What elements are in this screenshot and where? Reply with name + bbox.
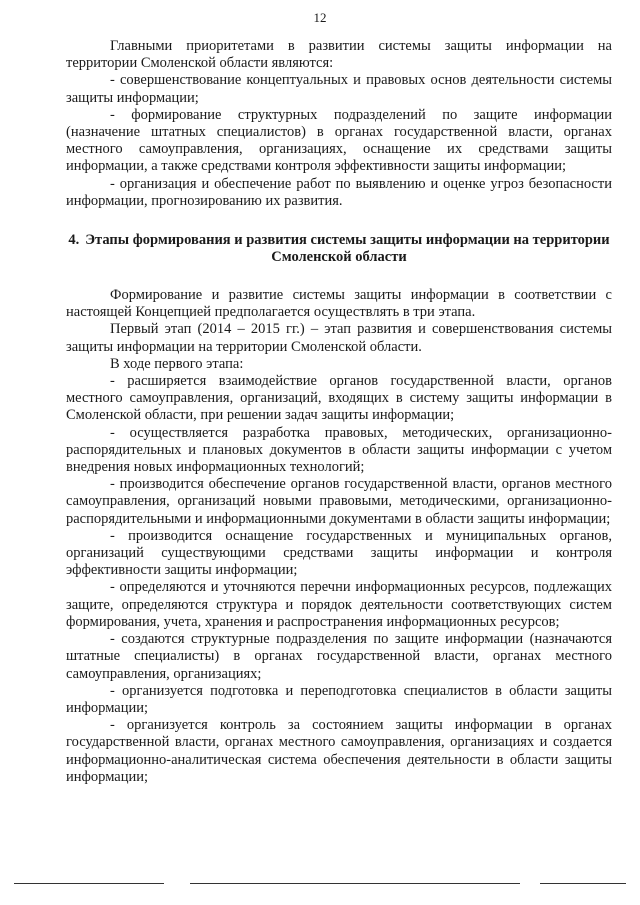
document-body: [66, 38, 612, 786]
list-item: - расширяется взаимодействие органов государственной власти, органов местного самоуправления, организаций, входящих в систему защиты информации в Смоленской области, при решении задач защиты информации;: [66, 373, 612, 424]
section-heading: [66, 232, 612, 266]
section-number: 4.: [68, 232, 80, 249]
list-item: - осуществляется разработка правовых, методических, организационно-распорядительных и плановых документов в области защиты информации с учетом внедрения новых информационных технологий;: [66, 424, 612, 476]
list-item: - организуется подготовка и переподготовка специалистов в области защиты информации;: [66, 682, 612, 716]
page-number: 12: [313, 10, 327, 25]
list-item: - организация и обеспечение работ по выявлению и оценке угроз безопасности информации, прогнозированию их развития.: [66, 175, 612, 209]
footer-rule-left: [14, 883, 164, 884]
paragraph: Первый этап (2014 – 2015 гг.) – этап развития и совершенствования системы защиты информации на территории Смоленской области.: [66, 321, 612, 355]
list-item: - совершенствование концептуальных и правовых основ деятельности системы защиты информации;: [66, 72, 612, 106]
list-item: - формирование структурных подразделений по защите информации (назначение штатных специалистов) в органах государственной власти, органах местного самоуправления, организациях, оснащение их средствами защиты информации, а также средствами контроля эффективности защиты информации;: [66, 106, 612, 175]
footer-rule-right: [540, 883, 626, 884]
list-item: - определяются и уточняются перечни информационных ресурсов, подлежащих защите, определяются структура и порядок деятельности соответствующих систем формирования, учета, хранения и распространения информационных ресурсов;: [66, 579, 612, 630]
section-title: Этапы формирования и развития системы защиты информации на территории Смоленской области: [85, 232, 610, 266]
list-item: - организуется контроль за состоянием защиты информации в органах государственной власти, органах местного самоуправления, организациях и создается информационно-аналитическая система обеспечения деятельности в области защиты информации;: [66, 717, 612, 785]
list-item: - создаются структурные подразделения по защите информации (назначаются штатные специалисты) в органах государственной власти, органах местного самоуправления, организациях;: [66, 631, 612, 682]
list-item: - производится оснащение государственных и муниципальных органов, организаций существующими средствами защиты информации и контроля эффективности защиты информации;: [66, 527, 612, 579]
paragraph: Главными приоритетами в развитии системы защиты информации на территории Смоленской области являются:: [66, 38, 612, 72]
paragraph: Формирование и развитие системы защиты информации в соответствии с настоящей Концепцией предполагается осуществлять в три этапа.: [66, 287, 612, 321]
list-item: - производится обеспечение органов государственной власти, органов местного самоуправления, организаций новыми правовыми, методическими, организационно-распорядительными и информационными документами в области защиты информации;: [66, 476, 612, 527]
footer-rule-middle: [190, 883, 520, 884]
paragraph: В ходе первого этапа:: [110, 355, 244, 372]
